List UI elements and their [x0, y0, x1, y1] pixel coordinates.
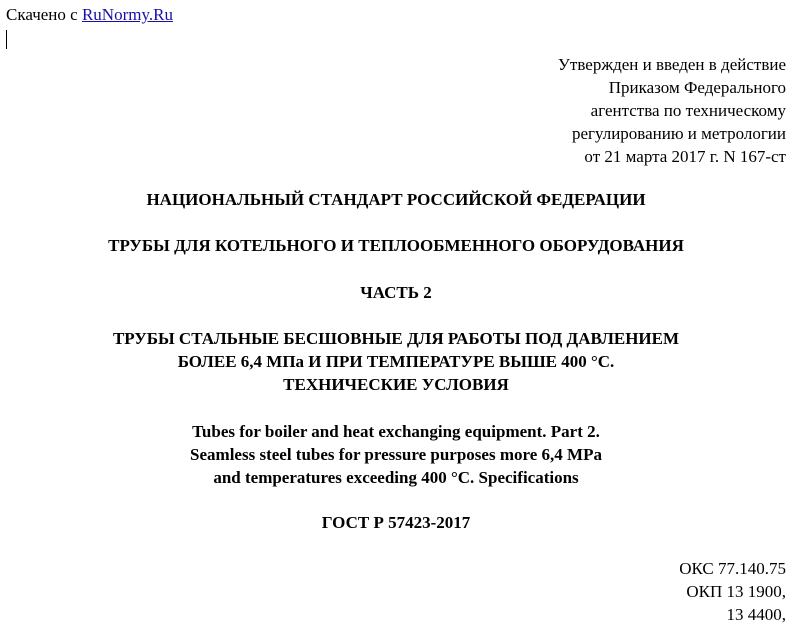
source-line	[6, 5, 173, 25]
approval-line: Приказом Федерального	[608, 78, 786, 97]
subtitle-line: ТЕХНИЧЕСКИЕ УСЛОВИЯ	[283, 375, 509, 394]
standard-title: НАЦИОНАЛЬНЫЙ СТАНДАРТ РОССИЙСКОЙ ФЕДЕРАЦИИ	[146, 190, 646, 209]
english-title-line: and temperatures exceeding 400 °C. Specifications	[213, 468, 579, 487]
text-cursor	[6, 30, 7, 49]
english-title-block	[0, 420, 792, 489]
approval-block	[558, 53, 786, 168]
classifier-line: 13 4400,	[726, 605, 786, 624]
classifiers-block	[679, 557, 786, 626]
classifier-line: ОКС 77.140.75	[679, 559, 786, 578]
approval-line: от 21 марта 2017 г. N 167-ст	[584, 147, 786, 166]
english-title-line: Seamless steel tubes for pressure purposes more 6,4 MPa	[190, 445, 602, 464]
approval-line: агентства по техническому	[590, 101, 786, 120]
gost-number: ГОСТ Р 57423-2017	[321, 513, 471, 532]
subtitle-block	[0, 327, 792, 396]
classifier-line: ОКП 13 1900,	[686, 582, 786, 601]
part-heading: ЧАСТЬ 2	[360, 283, 432, 302]
approval-line: Утвержден и введен в действие	[557, 55, 786, 74]
english-title-line: Tubes for boiler and heat exchanging equipment. Part 2.	[192, 422, 600, 441]
document-title: ТРУБЫ ДЛЯ КОТЕЛЬНОГО И ТЕПЛООБМЕННОГО ОБОРУДОВАНИЯ	[108, 236, 684, 255]
source-prefix: Скачено с	[6, 5, 82, 24]
subtitle-line: БОЛЕЕ 6,4 МПа И ПРИ ТЕМПЕРАТУРЕ ВЫШЕ 400 °С.	[177, 352, 615, 371]
approval-line: регулированию и метрологии	[571, 124, 786, 143]
subtitle-line: ТРУБЫ СТАЛЬНЫЕ БЕСШОВНЫЕ ДЛЯ РАБОТЫ ПОД ДАВЛЕНИЕМ	[112, 329, 680, 348]
runormy-link[interactable]: RuNormy.Ru	[81, 5, 173, 24]
